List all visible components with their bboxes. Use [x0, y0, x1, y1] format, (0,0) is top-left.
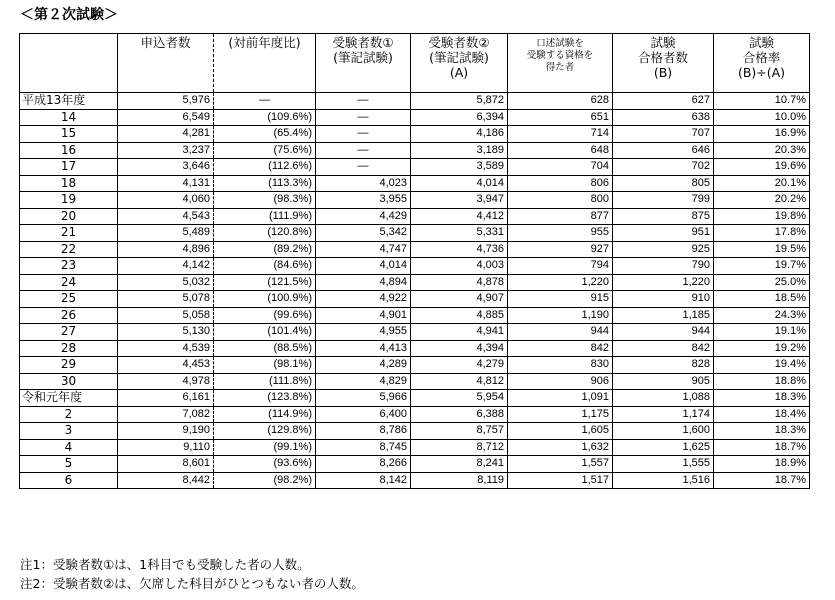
cell-examinees2: 5,954: [411, 390, 508, 407]
cell-year: 18: [20, 175, 118, 192]
table-row: [20, 307, 810, 324]
cell-yoy: (89.2%): [214, 241, 316, 258]
cell-rate: 18.8%: [714, 373, 810, 390]
cell-applicants: 4,060: [118, 192, 214, 209]
cell-examinees2: 4,878: [411, 274, 508, 291]
header-applicants: 申込者数: [118, 34, 214, 93]
cell-oral-qualified: 927: [508, 241, 613, 258]
table-row: [20, 93, 810, 110]
cell-examinees2: 6,394: [411, 109, 508, 126]
cell-applicants: 8,601: [118, 456, 214, 473]
cell-applicants: 8,442: [118, 472, 214, 489]
cell-rate: 19.5%: [714, 241, 810, 258]
cell-examinees1: 4,955: [316, 324, 411, 341]
cell-yoy: (121.5%): [214, 274, 316, 291]
cell-yoy: (109.6%): [214, 109, 316, 126]
cell-year: 25: [20, 291, 118, 308]
cell-examinees1: 8,266: [316, 456, 411, 473]
cell-examinees1: 4,413: [316, 340, 411, 357]
cell-yoy: (75.6%): [214, 142, 316, 159]
cell-rate: 20.1%: [714, 175, 810, 192]
cell-oral-qualified: 915: [508, 291, 613, 308]
cell-rate: 20.3%: [714, 142, 810, 159]
cell-applicants: 4,978: [118, 373, 214, 390]
cell-year: 14: [20, 109, 118, 126]
cell-applicants: 5,489: [118, 225, 214, 242]
cell-passed: 702: [613, 159, 714, 176]
table-row: [20, 192, 810, 209]
cell-year: 6: [20, 472, 118, 489]
header-yoy: (対前年度比): [214, 34, 316, 93]
cell-applicants: 3,646: [118, 159, 214, 176]
table-body: [20, 93, 810, 489]
cell-oral-qualified: 651: [508, 109, 613, 126]
cell-examinees2: 4,279: [411, 357, 508, 374]
cell-applicants: 4,453: [118, 357, 214, 374]
footnotes: [20, 555, 364, 593]
cell-passed: 707: [613, 126, 714, 143]
footnote-1: 注1：受験者数①は、1科目でも受験した者の人数。: [20, 557, 310, 572]
cell-rate: 25.0%: [714, 274, 810, 291]
cell-applicants: 4,543: [118, 208, 214, 225]
cell-year: 5: [20, 456, 118, 473]
cell-yoy: (84.6%): [214, 258, 316, 275]
cell-year: 24: [20, 274, 118, 291]
cell-passed: 910: [613, 291, 714, 308]
cell-applicants: 9,110: [118, 439, 214, 456]
cell-year: 15: [20, 126, 118, 143]
table-row: [20, 439, 810, 456]
cell-passed: 1,600: [613, 423, 714, 440]
cell-examinees1: —: [316, 93, 411, 110]
cell-passed: 638: [613, 109, 714, 126]
cell-examinees1: 5,342: [316, 225, 411, 242]
table-row: [20, 456, 810, 473]
cell-examinees2: 4,394: [411, 340, 508, 357]
cell-year: 26: [20, 307, 118, 324]
cell-applicants: 4,896: [118, 241, 214, 258]
cell-oral-qualified: 830: [508, 357, 613, 374]
cell-examinees1: 4,901: [316, 307, 411, 324]
header-passed-line1: 試験: [650, 35, 676, 50]
cell-examinees2: 8,757: [411, 423, 508, 440]
cell-year: 27: [20, 324, 118, 341]
cell-passed: 1,174: [613, 406, 714, 423]
cell-oral-qualified: 628: [508, 93, 613, 110]
table-row: [20, 159, 810, 176]
table-row: [20, 324, 810, 341]
table-row: [20, 423, 810, 440]
header-passed-line2: 合格者数: [637, 50, 688, 65]
cell-rate: 19.1%: [714, 324, 810, 341]
cell-examinees2: 4,907: [411, 291, 508, 308]
cell-passed: 905: [613, 373, 714, 390]
cell-passed: 951: [613, 225, 714, 242]
cell-passed: 944: [613, 324, 714, 341]
cell-passed: 1,555: [613, 456, 714, 473]
cell-oral-qualified: 714: [508, 126, 613, 143]
cell-examinees2: 3,589: [411, 159, 508, 176]
header-examinees2-line1: 受験者数②: [428, 35, 490, 50]
cell-rate: 17.8%: [714, 225, 810, 242]
cell-passed: 799: [613, 192, 714, 209]
cell-applicants: 5,130: [118, 324, 214, 341]
cell-examinees1: 8,745: [316, 439, 411, 456]
cell-year: 16: [20, 142, 118, 159]
header-oral-qualified-line2: 受験する資格を: [526, 50, 594, 61]
cell-yoy: (129.8%): [214, 423, 316, 440]
cell-applicants: 5,058: [118, 307, 214, 324]
cell-examinees2: 4,014: [411, 175, 508, 192]
table-row: [20, 373, 810, 390]
cell-examinees2: 4,003: [411, 258, 508, 275]
cell-yoy: (98.1%): [214, 357, 316, 374]
cell-oral-qualified: 648: [508, 142, 613, 159]
cell-applicants: 4,142: [118, 258, 214, 275]
cell-oral-qualified: 794: [508, 258, 613, 275]
cell-rate: 20.2%: [714, 192, 810, 209]
cell-rate: 18.3%: [714, 423, 810, 440]
cell-passed: 627: [613, 93, 714, 110]
cell-applicants: 6,161: [118, 390, 214, 407]
cell-examinees2: 5,872: [411, 93, 508, 110]
cell-examinees2: 3,947: [411, 192, 508, 209]
cell-rate: 18.3%: [714, 390, 810, 407]
cell-yoy: (99.1%): [214, 439, 316, 456]
cell-oral-qualified: 1,632: [508, 439, 613, 456]
table-row: [20, 291, 810, 308]
cell-year: 17: [20, 159, 118, 176]
cell-examinees1: 8,142: [316, 472, 411, 489]
header-examinees1: [316, 34, 411, 93]
cell-examinees1: 4,429: [316, 208, 411, 225]
cell-yoy: (100.9%): [214, 291, 316, 308]
cell-yoy: —: [214, 93, 316, 110]
cell-passed: 1,625: [613, 439, 714, 456]
cell-passed: 646: [613, 142, 714, 159]
cell-yoy: (88.5%): [214, 340, 316, 357]
cell-examinees2: 5,331: [411, 225, 508, 242]
cell-applicants: 6,549: [118, 109, 214, 126]
cell-oral-qualified: 906: [508, 373, 613, 390]
cell-examinees2: 8,712: [411, 439, 508, 456]
cell-examinees1: 4,014: [316, 258, 411, 275]
table-row: [20, 126, 810, 143]
cell-yoy: (98.3%): [214, 192, 316, 209]
cell-passed: 828: [613, 357, 714, 374]
table-row: [20, 390, 810, 407]
cell-applicants: 4,131: [118, 175, 214, 192]
cell-applicants: 5,032: [118, 274, 214, 291]
cell-examinees2: 4,941: [411, 324, 508, 341]
header-oral-qualified-line3: 得た者: [545, 62, 575, 73]
cell-year: 28: [20, 340, 118, 357]
cell-rate: 19.2%: [714, 340, 810, 357]
table-row: [20, 258, 810, 275]
cell-applicants: 5,078: [118, 291, 214, 308]
cell-rate: 19.8%: [714, 208, 810, 225]
header-examinees1-line1: 受験者数①: [332, 35, 394, 50]
cell-year: 30: [20, 373, 118, 390]
cell-applicants: 7,082: [118, 406, 214, 423]
header-passed: [613, 34, 714, 93]
cell-applicants: 9,190: [118, 423, 214, 440]
cell-oral-qualified: 704: [508, 159, 613, 176]
cell-yoy: (111.8%): [214, 373, 316, 390]
cell-yoy: (120.8%): [214, 225, 316, 242]
cell-examinees1: 4,922: [316, 291, 411, 308]
cell-passed: 1,185: [613, 307, 714, 324]
cell-passed: 790: [613, 258, 714, 275]
cell-examinees1: 4,023: [316, 175, 411, 192]
cell-rate: 19.4%: [714, 357, 810, 374]
cell-oral-qualified: 944: [508, 324, 613, 341]
header-passed-line3: (B): [653, 65, 673, 80]
cell-year: 平成13年度: [20, 93, 118, 110]
cell-applicants: 4,281: [118, 126, 214, 143]
cell-passed: 1,220: [613, 274, 714, 291]
table-row: [20, 472, 810, 489]
cell-yoy: (114.9%): [214, 406, 316, 423]
table-row: [20, 241, 810, 258]
cell-yoy: (101.4%): [214, 324, 316, 341]
header-rate-line1: 試験: [748, 35, 774, 50]
cell-rate: 10.0%: [714, 109, 810, 126]
cell-examinees1: 4,747: [316, 241, 411, 258]
cell-examinees1: —: [316, 142, 411, 159]
cell-yoy: (98.2%): [214, 472, 316, 489]
cell-passed: 842: [613, 340, 714, 357]
cell-examinees2: 4,412: [411, 208, 508, 225]
cell-passed: 1,088: [613, 390, 714, 407]
cell-oral-qualified: 1,175: [508, 406, 613, 423]
cell-examinees1: 4,829: [316, 373, 411, 390]
cell-year: 19: [20, 192, 118, 209]
cell-oral-qualified: 1,190: [508, 307, 613, 324]
cell-yoy: (113.3%): [214, 175, 316, 192]
cell-oral-qualified: 842: [508, 340, 613, 357]
exam-results-table: [19, 33, 810, 489]
cell-examinees1: 6,400: [316, 406, 411, 423]
cell-oral-qualified: 800: [508, 192, 613, 209]
header-examinees2: [411, 34, 508, 93]
cell-oral-qualified: 806: [508, 175, 613, 192]
header-oral-qualified: [508, 34, 613, 93]
cell-passed: 875: [613, 208, 714, 225]
cell-examinees2: 6,388: [411, 406, 508, 423]
header-examinees2-line2: (筆記試験): [429, 50, 489, 65]
table-row: [20, 406, 810, 423]
table-row: [20, 357, 810, 374]
cell-passed: 1,516: [613, 472, 714, 489]
cell-oral-qualified: 1,605: [508, 423, 613, 440]
cell-year: 29: [20, 357, 118, 374]
table-row: [20, 340, 810, 357]
cell-rate: 19.6%: [714, 159, 810, 176]
cell-rate: 19.7%: [714, 258, 810, 275]
cell-rate: 18.4%: [714, 406, 810, 423]
cell-oral-qualified: 1,220: [508, 274, 613, 291]
cell-rate: 24.3%: [714, 307, 810, 324]
cell-oral-qualified: 1,517: [508, 472, 613, 489]
cell-rate: 18.7%: [714, 439, 810, 456]
page-title: ＜第２次試験＞: [20, 7, 118, 23]
cell-examinees2: 4,186: [411, 126, 508, 143]
cell-examinees1: —: [316, 126, 411, 143]
cell-examinees1: —: [316, 109, 411, 126]
header-oral-qualified-line1: 口述試験を: [536, 38, 584, 49]
cell-year: 4: [20, 439, 118, 456]
table-row: [20, 109, 810, 126]
cell-year: 3: [20, 423, 118, 440]
cell-applicants: 4,539: [118, 340, 214, 357]
cell-year: 令和元年度: [20, 390, 118, 407]
cell-rate: 18.5%: [714, 291, 810, 308]
header-examinees1-line2: (筆記試験): [333, 50, 393, 65]
cell-passed: 805: [613, 175, 714, 192]
cell-year: 21: [20, 225, 118, 242]
cell-examinees1: 5,966: [316, 390, 411, 407]
cell-rate: 16.9%: [714, 126, 810, 143]
header-rate-line2: 合格率: [742, 50, 781, 65]
table-header-row: [20, 34, 810, 93]
cell-examinees2: 8,241: [411, 456, 508, 473]
cell-oral-qualified: 1,091: [508, 390, 613, 407]
cell-examinees1: 4,289: [316, 357, 411, 374]
table-row: [20, 142, 810, 159]
header-year: [20, 34, 118, 93]
cell-rate: 18.7%: [714, 472, 810, 489]
cell-oral-qualified: 877: [508, 208, 613, 225]
cell-applicants: 3,237: [118, 142, 214, 159]
cell-examinees1: 8,786: [316, 423, 411, 440]
cell-examinees2: 8,119: [411, 472, 508, 489]
table-row: [20, 175, 810, 192]
cell-yoy: (123.8%): [214, 390, 316, 407]
cell-year: 20: [20, 208, 118, 225]
header-rate: [714, 34, 810, 93]
cell-rate: 18.9%: [714, 456, 810, 473]
table-row: [20, 225, 810, 242]
header-examinees2-line3: (A): [449, 65, 469, 80]
cell-examinees1: —: [316, 159, 411, 176]
cell-rate: 10.7%: [714, 93, 810, 110]
cell-year: 2: [20, 406, 118, 423]
cell-examinees2: 4,885: [411, 307, 508, 324]
cell-yoy: (99.6%): [214, 307, 316, 324]
cell-oral-qualified: 1,557: [508, 456, 613, 473]
cell-examinees2: 3,189: [411, 142, 508, 159]
cell-passed: 925: [613, 241, 714, 258]
cell-yoy: (93.6%): [214, 456, 316, 473]
cell-yoy: (65.4%): [214, 126, 316, 143]
cell-examinees2: 4,736: [411, 241, 508, 258]
table-row: [20, 274, 810, 291]
cell-oral-qualified: 955: [508, 225, 613, 242]
cell-yoy: (111.9%): [214, 208, 316, 225]
cell-year: 22: [20, 241, 118, 258]
header-rate-line3: (B)÷(A): [737, 65, 786, 80]
cell-examinees1: 3,955: [316, 192, 411, 209]
footnote-2: 注2：受験者数②は、欠席した科目がひとつもない者の人数。: [20, 576, 364, 591]
cell-examinees2: 4,812: [411, 373, 508, 390]
table-row: [20, 208, 810, 225]
cell-examinees1: 4,894: [316, 274, 411, 291]
cell-yoy: (112.6%): [214, 159, 316, 176]
cell-year: 23: [20, 258, 118, 275]
cell-applicants: 5,976: [118, 93, 214, 110]
